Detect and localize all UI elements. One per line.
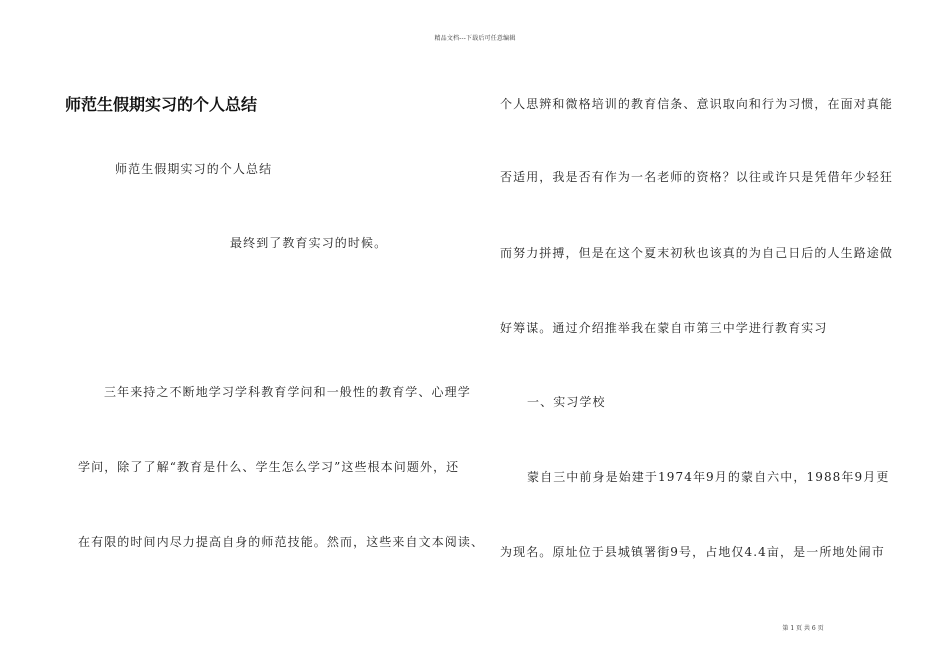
subtitle-line: 师范生假期实习的个人总结 xyxy=(115,162,273,176)
document-title: 师范生假期实习的个人总结 xyxy=(65,95,258,114)
paragraph-line: 学问，除了了解“教育是什么、学生怎么学习”这些根本问题外，还 xyxy=(78,460,460,474)
page-number: 第 1 页 共 6 页 xyxy=(782,625,824,632)
paragraph-line: 三年来持之不断地学习学科教育学问和一般性的教育学、心理学 xyxy=(104,385,471,399)
section-heading: 一、实习学校 xyxy=(527,395,606,409)
paragraph-line: 否适用，我是否有作为一名老师的资格？以往或许只是凭借年少轻狂 xyxy=(500,170,894,184)
paragraph-line: 在有限的时间内尽力提高自身的师范技能。然而，这些来自文本阅读、 xyxy=(78,535,485,549)
page-header: 精品文档---下载后可任意编辑 xyxy=(434,35,516,42)
paragraph-line: 好筹谋。通过介绍推举我在蒙自市第三中学进行教育实习 xyxy=(500,321,828,335)
paragraph-line: 而努力拼搏，但是在这个夏末初秋也该真的为自己日后的人生路途做 xyxy=(500,246,894,260)
paragraph-line: 个人思辨和微格培训的教育信条、意识取向和行为习惯，在面对真能 xyxy=(500,97,894,111)
paragraph-line: 蒙自三中前身是始建于1974年9月的蒙自六中，1988年9月更 xyxy=(527,470,890,484)
paragraph-line: 为现名。原址位于县城镇署街9号，占地仅4.4亩，是一所地处闹市 xyxy=(500,545,885,559)
paragraph-line: 最终到了教育实习的时候。 xyxy=(230,236,388,250)
